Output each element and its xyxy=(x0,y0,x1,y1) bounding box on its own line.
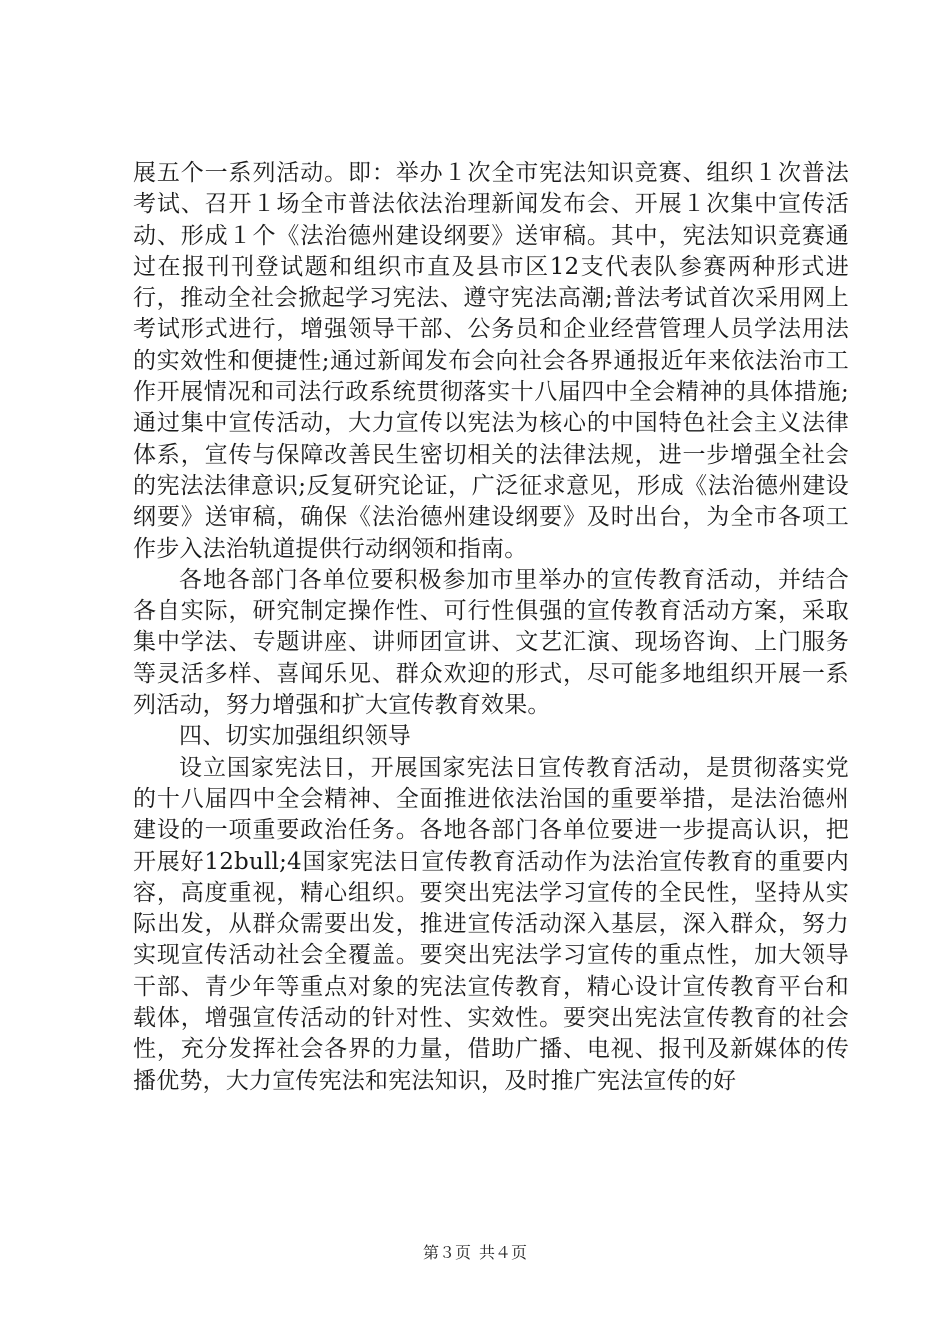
page-footer xyxy=(0,1243,950,1263)
paragraph-activities-continuation: 展五个一系列活动。即：举办１次全市宪法知识竞赛、组织１次普法考试、召开１场全市普法依法治理新闻发布会、开展１次集中宣传活动、形成１个《法治德州建设纲要》送审稿。其中，宪法知识竞赛通过在报刊刊登试题和组织市直及县市区12支代表队参赛两种形式进行，推动全社会掀起学习宪法、遵守宪法高潮;普法考试首次采用网上考试形式进行，增强领导干部、公务员和企业经营管理人员学法用法的实效性和便捷性;通过新闻发布会向社会各界通报近年来依法治市工作开展情况和司法行政系统贯彻落实十八届四中全会精神的具体措施;通过集中宣传活动，大力宣传以宪法为核心的中国特色社会主义法律体系，宣传与保障改善民生密切相关的法律法规，进一步增强全社会的宪法法律意识;反复研究论证，广泛征求意见，形成《法治德州建设纲要》送审稿，确保《法治德州建设纲要》及时出台，为全市各项工作步入法治轨道提供行动纲领和指南。 xyxy=(133,160,849,562)
document-body xyxy=(133,158,849,1097)
paragraph-organization-leadership: 设立国家宪法日，开展国家宪法日宣传教育活动，是贯彻落实党的十八届四中全会精神、全面推进依法治国的重要举措，是法治德州建设的一项重要政治任务。各地各部门各单位要进一步提高认识，把开展好12bull;4国家宪法日宣传教育活动作为法治宣传教育的重要内容，高度重视，精心组织。要突出宪法学习宣传的全民性，坚持从实际出发，从群众需要出发，推进宣传活动深入基层，深入群众，努力实现宣传活动社会全覆盖。要突出宪法学习宣传的重点性，加大领导干部、青少年等重点对象的宪法宣传教育，精心设计宣传教育平台和载体，增强宣传活动的针对性、实效性。要突出宪法宣传教育的社会性，充分发挥社会各界的力量，借助广播、电视、报刊及新媒体的传播优势，大力宣传宪法和宪法知识，及时推广宪法宣传的好 xyxy=(133,754,849,1094)
page-total: 共４页 xyxy=(479,1243,528,1262)
section-heading-organization: 四、切实加强组织领导 xyxy=(179,723,411,750)
paragraph-participation: 各地各部门各单位要积极参加市里举办的宣传教育活动，并结合各自实际，研究制定操作性、可行性俱强的宣传教育活动方案，采取集中学法、专题讲座、讲师团宣讲、文艺汇演、现场咨询、上门服务等灵活多样、喜闻乐见、群众欢迎的形式，尽可能多地组织开展一系列活动，努力增强和扩大宣传教育效果。 xyxy=(133,566,849,719)
page-number: 第３页 xyxy=(422,1243,471,1262)
